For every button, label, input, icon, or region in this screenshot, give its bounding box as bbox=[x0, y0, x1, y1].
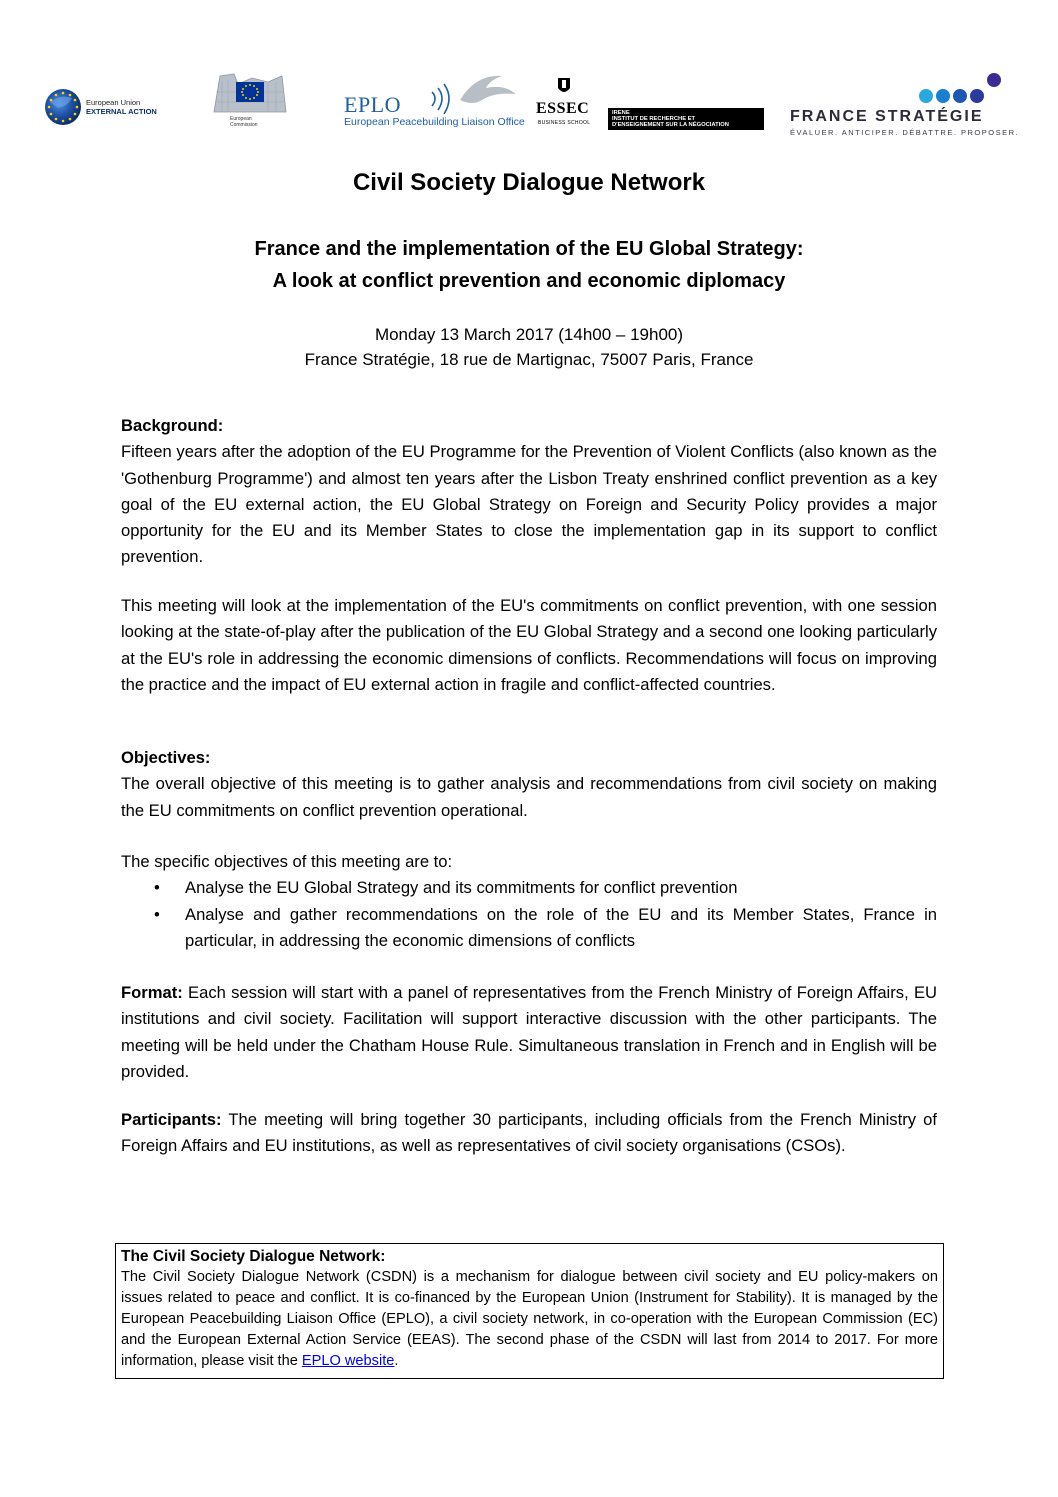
commission-caption-line1: European bbox=[230, 116, 252, 122]
dove-icon bbox=[430, 70, 520, 114]
participants-heading: Participants: bbox=[121, 1110, 222, 1129]
csdn-box-text bbox=[121, 1267, 938, 1372]
csdn-box-trailing: . bbox=[394, 1353, 399, 1369]
european-commission-logo bbox=[212, 72, 288, 132]
essec-crest-icon bbox=[556, 76, 572, 96]
essec-irene-logo bbox=[536, 72, 766, 138]
event-venue: France Stratégie, 18 rue de Martignac, 75007 Paris, France bbox=[304, 350, 754, 369]
document-subtitle bbox=[0, 233, 1058, 297]
objectives-list bbox=[121, 875, 937, 954]
france-strategie-name: FRANCE STRATÉGIE bbox=[790, 108, 984, 125]
event-date: Monday 13 March 2017 (14h00 – 19h00) bbox=[374, 325, 684, 344]
objective-bullet-2: Analyse and gather recommendations on the role of the EU and its Member States, France in particular, in addressing the economic dimensions of conflicts bbox=[185, 904, 937, 950]
eu-globe-icon bbox=[42, 86, 84, 128]
irene-line1: IRENE bbox=[612, 110, 630, 116]
essec-school: BUSINESS SCHOOL bbox=[538, 120, 591, 126]
eplo-name: EPLO bbox=[344, 92, 401, 117]
commission-building-icon bbox=[212, 72, 288, 116]
essec-name: ESSEC bbox=[536, 100, 590, 117]
objectives-section bbox=[121, 745, 937, 824]
document-title: Civil Society Dialogue Network bbox=[352, 169, 706, 196]
france-strategie-tagline: ÉVALUER. ANTICIPER. DÉBATTRE. PROPOSER. bbox=[790, 128, 1020, 137]
csdn-box-heading: The Civil Society Dialogue Network: bbox=[121, 1248, 386, 1265]
objectives-heading: Objectives: bbox=[121, 748, 211, 767]
irene-line2: INSTITUT DE RECHERCHE ET bbox=[612, 116, 696, 123]
participants-section bbox=[121, 1107, 937, 1160]
eplo-subtitle: European Peacebuilding Liaison Office bbox=[344, 116, 525, 128]
background-paragraph-1: Fifteen years after the adoption of the EU Programme for the Prevention of Violent Conflicts (also known as the 'Gothenburg Programme') and almost ten years after the Lisbon Treaty enshrined conflict prevention as a key goal of the EU external action, the EU Global Strategy on Foreign and Security Policy provides a major opportunity for the EU and its Member States to close the implementation gap in its support to conflict prevention. bbox=[121, 442, 937, 567]
eu-external-action-logo bbox=[42, 86, 192, 130]
csdn-box-body: The Civil Society Dialogue Network (CSDN) is a mechanism for dialogue between civil society and EU policy-makers on issues related to peace and conflict. It is co-financed by the European Union (Instrument for Stability). It is managed by the European Peacebuilding Liaison Office (EPLO), a civil society network, in co-operation with the European Commission (EC) and the European External Action Service (EEAS). The second phase of the CSDN will last from 2014 to 2017. For more information, please visit the bbox=[121, 1269, 938, 1369]
format-text: Each session will start with a panel of representatives from the French Ministry of Foreign Affairs, EU institutions and civil society. Facilitation will support interactive discussion with the other participants. The meeting will be held under the Chatham House Rule. Simultaneous translation in French and in English will be provided. bbox=[121, 983, 937, 1081]
irene-line3: D'ENSEIGNEMENT SUR LA NÉGOCIATION bbox=[612, 122, 729, 129]
list-item bbox=[121, 902, 937, 955]
objectives-specific bbox=[121, 849, 937, 954]
commission-caption-line2: Commission bbox=[230, 122, 258, 128]
background-section-2 bbox=[121, 593, 937, 698]
format-section bbox=[121, 980, 937, 1085]
subtitle-line-2: A look at conflict prevention and economic diplomacy bbox=[272, 270, 786, 292]
event-details bbox=[0, 322, 1058, 372]
eu-logo-line2: EXTERNAL ACTION bbox=[86, 107, 157, 116]
list-item bbox=[121, 875, 937, 901]
objectives-paragraph-1: The overall objective of this meeting is to gather analysis and recommendations from civil society on making the EU commitments on conflict prevention operational. bbox=[121, 774, 937, 820]
format-heading: Format: bbox=[121, 983, 183, 1002]
background-heading: Background: bbox=[121, 416, 224, 435]
irene-badge bbox=[608, 108, 764, 130]
subtitle-line-1: France and the implementation of the EU Global Strategy: bbox=[254, 238, 804, 260]
csdn-info-box bbox=[115, 1243, 944, 1379]
france-strategie-logo bbox=[784, 70, 1020, 140]
background-paragraph-2: This meeting will look at the implementation of the EU's commitments on conflict prevention, with one session looking at the state-of-play after the publication of the EU Global Strategy and a second one looking particularly at the EU's role in addressing the economic dimensions of conflicts. Recommendations will focus on improving the practice and the impact of EU external action in fragile and conflict-affected countries. bbox=[121, 596, 937, 694]
bullet-marker: • bbox=[154, 904, 160, 924]
dots-icon bbox=[916, 70, 1006, 104]
background-section bbox=[121, 413, 937, 571]
partner-logos bbox=[0, 66, 1058, 146]
objective-bullet-1: Analyse the EU Global Strategy and its commitments for conflict prevention bbox=[185, 878, 738, 898]
eplo-logo bbox=[342, 70, 532, 134]
bullet-marker: • bbox=[154, 878, 160, 898]
participants-text: The meeting will bring together 30 participants, including officials from the French Ministry of Foreign Affairs and EU institutions, as well as representatives of civil society organisations (CSOs). bbox=[121, 1110, 937, 1156]
eu-logo-line1: European Union bbox=[86, 98, 141, 107]
eplo-website-link[interactable]: EPLO website bbox=[301, 1353, 395, 1369]
objectives-paragraph-2: The specific objectives of this meeting are to: bbox=[121, 852, 453, 871]
